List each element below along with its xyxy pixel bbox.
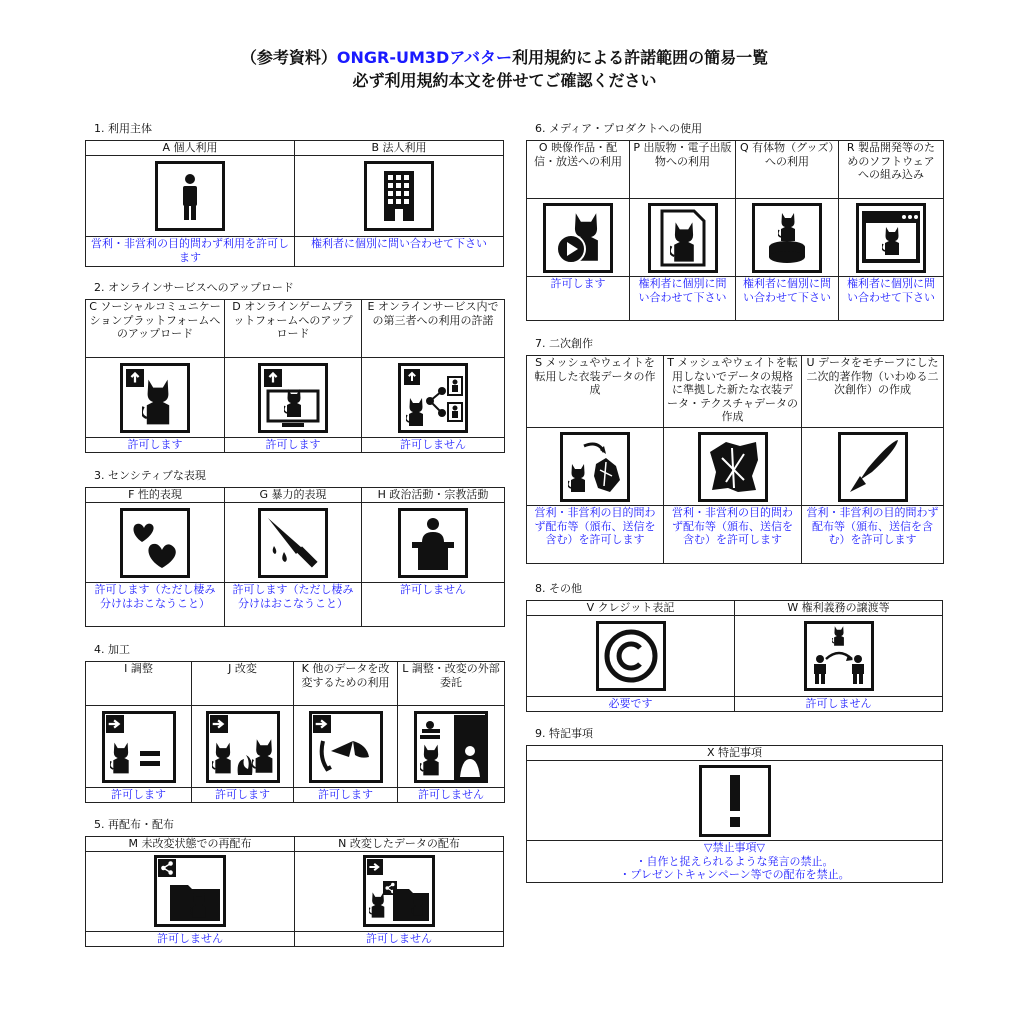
section-title: 7. 二次創作 [535, 337, 593, 350]
title-avatar-name: ONGR-UM3Dアバター [336, 48, 513, 67]
label-adjust: I 調整 [86, 662, 192, 706]
section-usage-subject [85, 122, 504, 267]
label-mesh-transfer: S メッシュやウェイトを転用した衣装データの作成 [527, 356, 664, 428]
building-icon [364, 161, 434, 231]
permission-table [526, 140, 944, 321]
result-redistribute: 許可しません [86, 931, 295, 946]
label-sexual: F 性的表現 [86, 488, 225, 503]
label-software: R 製品開発等のためのソフトウェアへの組み込み [839, 141, 944, 199]
section-media-products [526, 122, 943, 321]
software-icon [856, 203, 926, 273]
label-third-party-license: E オンラインサービス内での第三者への利用の許諾 [362, 300, 505, 358]
result-adjust: 許可します [86, 788, 192, 803]
redistribute-icon [154, 855, 226, 927]
section-special-notes [526, 727, 943, 883]
distribute-modified-icon [363, 855, 435, 927]
section-title: 2. オンラインサービスへのアップロード [94, 281, 294, 294]
upload-social-icon [120, 363, 190, 433]
mesh-transfer-icon [560, 432, 630, 502]
label-personal-use: A 個人利用 [86, 141, 295, 156]
label-special-notes: X 特記事項 [527, 746, 943, 761]
label-transfer-rights: W 権利義務の譲渡等 [735, 601, 943, 616]
prohibited-item: ・自作と捉えられるような発言の禁止。 [635, 854, 834, 868]
label-social-upload: C ソーシャルコミュニケーションプラットフォームへのアップロード [86, 300, 225, 358]
prohibited-heading: ▽禁止事項▽ [704, 841, 765, 854]
label-credit: V クレジット表記 [527, 601, 735, 616]
result-sexual: 許可します（ただし棲み分けはおこなうこと） [86, 583, 225, 627]
exclamation-icon [699, 765, 771, 837]
permission-table [526, 745, 943, 883]
result-third-party-license: 許可しません [362, 438, 505, 453]
label-fan-work: U データをモチーフにした二次的著作物（いわゆる二次創作）の作成 [802, 356, 944, 428]
section-title: 5. 再配布・配布 [94, 818, 174, 831]
transfer-rights-icon [804, 621, 874, 691]
podium-icon [398, 508, 468, 578]
result-political-religious: 許可しません [362, 583, 505, 627]
share-third-party-icon [398, 363, 468, 433]
result-social-upload: 許可します [86, 438, 225, 453]
result-goods: 権利者に個別に問い合わせて下さい [736, 277, 839, 321]
permission-table [526, 600, 943, 712]
result-violent: 許可します（ただし棲み分けはおこなうこと） [225, 583, 362, 627]
section-derivative-works [526, 337, 943, 564]
label-new-costume: T メッシュやウェイトを転用しないでデータの規格に準拠した新たな衣装データ・テクスチャデータの作成 [664, 356, 802, 428]
outsource-icon [414, 711, 488, 783]
label-modify: J 改変 [192, 662, 294, 706]
permission-table [85, 487, 505, 627]
publication-icon [648, 203, 718, 273]
label-violent: G 暴力的表現 [225, 488, 362, 503]
copyright-icon [596, 621, 666, 691]
result-publication: 権利者に個別に問い合わせて下さい [630, 277, 736, 321]
label-goods: Q 有体物（グッズ）への利用 [736, 141, 839, 199]
result-fan-work: 営利・非営利の目的問わず配布等（頒布、送信を含む）を許可します [802, 506, 944, 564]
section-title: 4. 加工 [94, 643, 130, 656]
permission-table [85, 836, 504, 947]
use-for-other-icon [309, 711, 383, 783]
result-use-for-other: 許可します [294, 788, 398, 803]
permission-table [85, 299, 505, 453]
upload-game-icon [258, 363, 328, 433]
title-suffix: 利用規約による許諾範囲の簡易一覧 [512, 48, 769, 67]
section-online-upload [85, 281, 504, 453]
label-corporate-use: B 法人利用 [295, 141, 504, 156]
result-transfer-rights: 許可しません [735, 696, 943, 711]
title-prefix: （参考資料） [240, 48, 337, 67]
goods-icon [752, 203, 822, 273]
permission-table [526, 355, 944, 564]
section-sensitive [85, 469, 504, 627]
section-modification [85, 643, 504, 803]
special-notes-content [527, 841, 943, 883]
result-game-upload: 許可します [225, 438, 362, 453]
video-icon [543, 203, 613, 273]
label-publication: P 出版物・電子出版物への利用 [630, 141, 736, 199]
section-title: 9. 特記事項 [535, 727, 593, 740]
result-mesh-transfer: 営利・非営利の目的問わず配布等（頒布、送信を含む）を許可します [527, 506, 664, 564]
title-notice: 必ず利用規約本文を併せてご確認ください [352, 71, 657, 90]
section-title: 6. メディア・プロダクトへの使用 [535, 122, 703, 135]
person-icon [155, 161, 225, 231]
result-modify: 許可します [192, 788, 294, 803]
hearts-icon [120, 508, 190, 578]
section-title: 1. 利用主体 [94, 122, 152, 135]
result-distribute-modified: 許可しません [295, 931, 504, 946]
result-personal-use: 営利・非営利の目的問わず利用を許可します [86, 237, 295, 267]
permission-table [85, 140, 504, 267]
section-other [526, 582, 943, 712]
adjust-icon [102, 711, 176, 783]
new-costume-icon [698, 432, 768, 502]
section-title: 8. その他 [535, 582, 582, 595]
pen-icon [838, 432, 908, 502]
page-title [0, 46, 1009, 92]
result-outsource: 許可しません [398, 788, 505, 803]
result-corporate-use: 権利者に個別に問い合わせて下さい [295, 237, 504, 267]
label-political-religious: H 政治活動・宗教活動 [362, 488, 505, 503]
permission-table [85, 661, 505, 803]
section-redistribution [85, 818, 504, 947]
section-title: 3. センシティブな表現 [94, 469, 206, 482]
result-video: 許可します [527, 277, 630, 321]
prohibited-item: ・プレゼントキャンペーン等での配布を禁止。 [619, 867, 850, 881]
label-video: O 映像作品・配信・放送への利用 [527, 141, 630, 199]
label-use-for-other: K 他のデータを改変するための利用 [294, 662, 398, 706]
label-outsource: L 調整・改変の外部委託 [398, 662, 505, 706]
modify-icon [206, 711, 280, 783]
result-new-costume: 営利・非営利の目的問わず配布等（頒布、送信を含む）を許可します [664, 506, 802, 564]
result-software: 権利者に個別に問い合わせて下さい [839, 277, 944, 321]
label-distribute-modified: N 改変したデータの配布 [295, 837, 504, 852]
result-credit: 必要です [527, 696, 735, 711]
label-game-upload: D オンラインゲームプラットフォームへのアップロード [225, 300, 362, 358]
knife-icon [258, 508, 328, 578]
label-redistribute: M 未改変状態での再配布 [86, 837, 295, 852]
